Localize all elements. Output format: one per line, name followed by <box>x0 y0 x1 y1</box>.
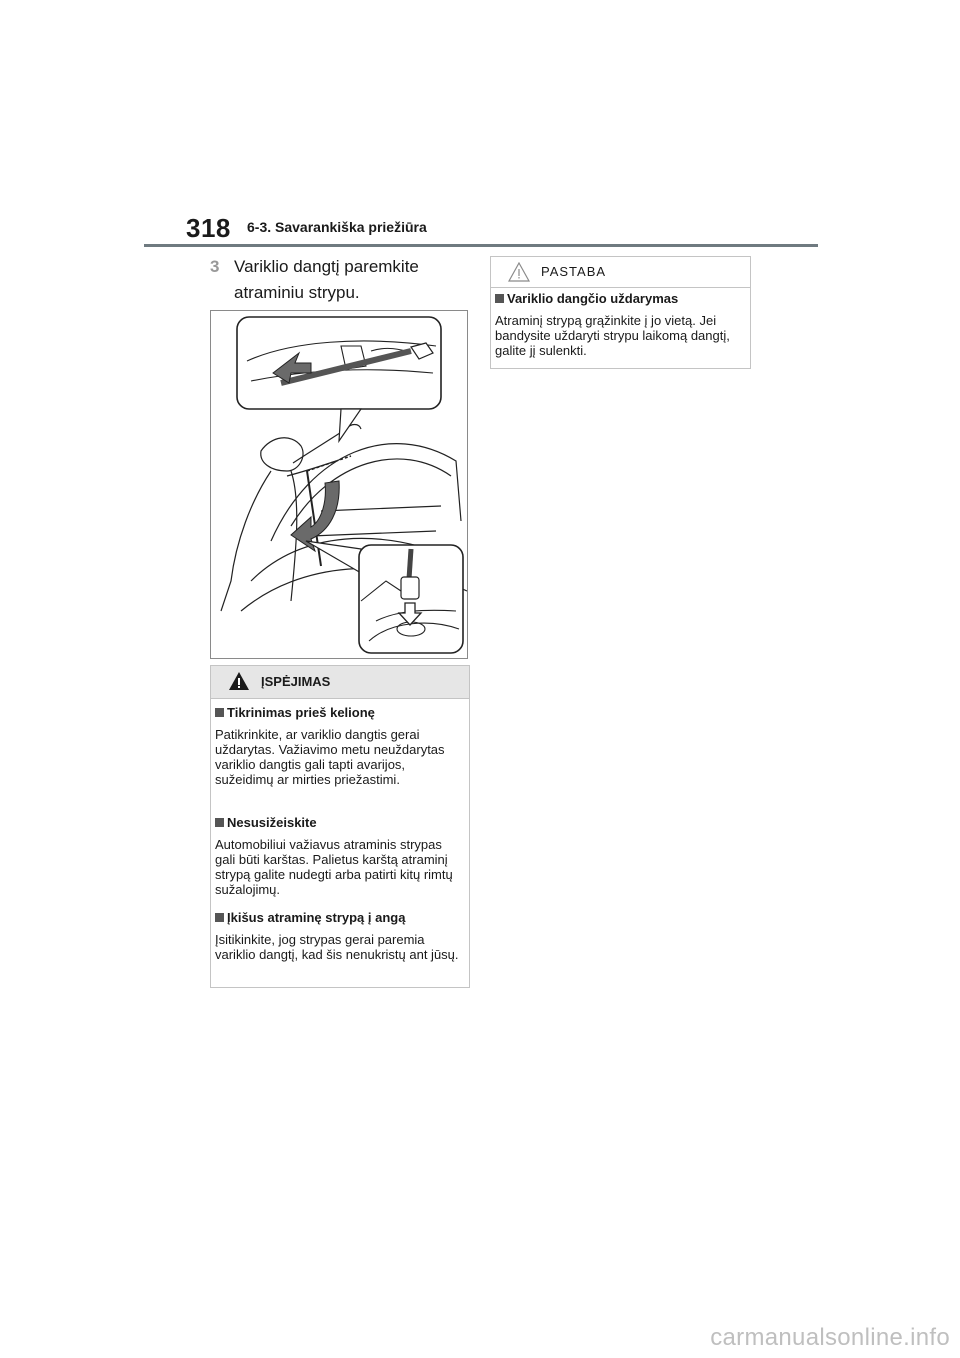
step-text: Variklio dangtį paremkite atraminiu strypu. <box>234 257 419 302</box>
warning-item-title: Nesusižeiskite <box>227 815 317 830</box>
caution-triangle-outline-icon <box>508 262 530 282</box>
warning-item <box>215 910 465 962</box>
hood-support-illustration <box>210 310 468 659</box>
note-item-title: Variklio dangčio uždarymas <box>507 291 679 306</box>
step-number: 3 <box>210 257 220 276</box>
bullet-square-icon <box>215 818 224 827</box>
note-item-body: Atraminį strypą grąžinkite į jo vietą. Jei bandysite uždaryti strypu laikomą dangtį, galite jį sulenkti. <box>495 313 730 358</box>
note-item <box>495 291 745 358</box>
note-title: PASTABA <box>541 264 607 279</box>
warning-item-body: Patikrinkite, ar variklio dangtis gerai uždarytas. Važiavimo metu neuždarytas variklio dangtis gali tapti avarijos, sužeidimų ar mirties priežastimi. <box>215 727 445 787</box>
warning-item-body: Įsitikinkite, jog strypas gerai paremia variklio dangtį, kad šis nenukristų ant jūsų. <box>215 932 459 962</box>
bullet-square-icon <box>495 294 504 303</box>
warning-item-title: Tikrinimas prieš kelionę <box>227 705 375 720</box>
bullet-square-icon <box>215 708 224 717</box>
note-header <box>491 257 750 288</box>
warning-item-title: Įkišus atraminę strypą į angą <box>227 910 406 925</box>
page-number: 318 <box>186 213 231 243</box>
warning-item <box>215 705 465 787</box>
note-box <box>490 256 751 369</box>
watermark: carmanualsonline.info <box>710 1324 950 1351</box>
warning-title: ĮSPĖJIMAS <box>261 674 331 689</box>
warning-triangle-icon <box>228 671 250 691</box>
section-title: 6-3. Savarankiška priežiūra <box>247 219 427 235</box>
warning-item <box>215 815 465 897</box>
header-rule <box>144 244 818 247</box>
bullet-square-icon <box>215 913 224 922</box>
warning-item-body: Automobiliui važiavus atraminis strypas gali būti karštas. Palietus karštą atraminį strypą galite nudegti arba patirti kitų rimtų sužalojimų. <box>215 837 453 897</box>
warning-box <box>210 665 470 988</box>
warning-header <box>211 666 469 699</box>
